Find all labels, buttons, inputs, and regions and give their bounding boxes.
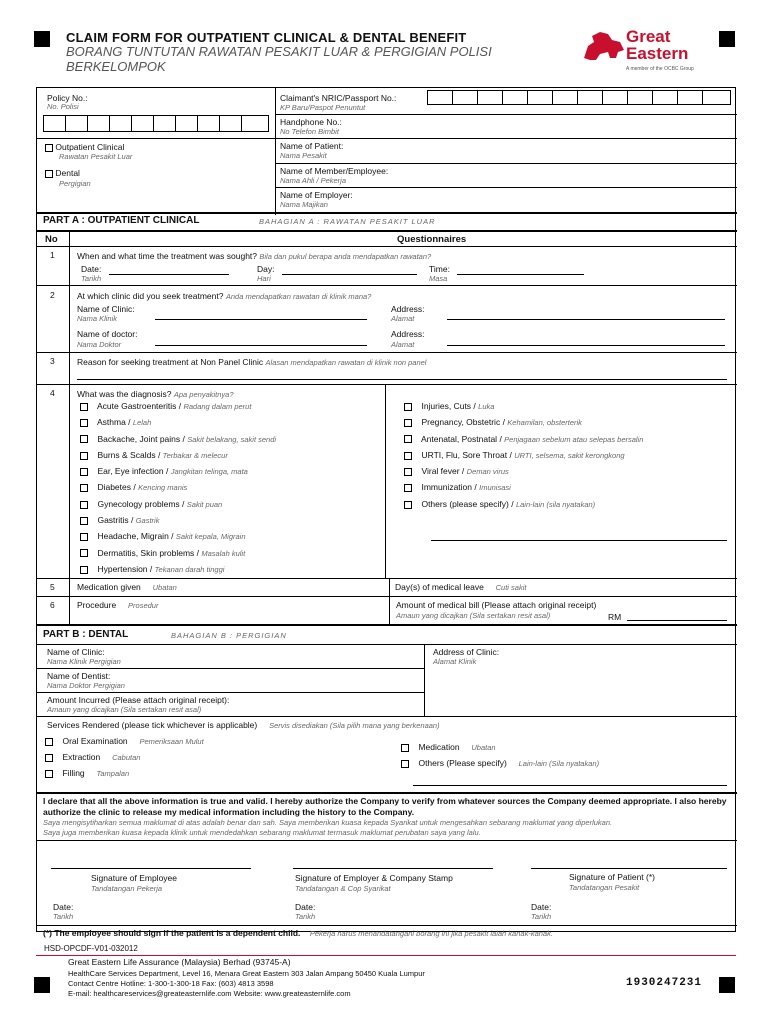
col-no: No: [45, 234, 58, 245]
patient-signature-line[interactable]: [531, 868, 727, 869]
part-b-title: PART B : DENTAL: [43, 629, 129, 640]
dental-checkbox-row[interactable]: Dental: [45, 168, 80, 178]
registration-mark-tr: [719, 31, 735, 47]
q4-text: What was the diagnosis? Apa penyakitnya?: [77, 389, 234, 399]
diagnosis-item[interactable]: Gynecology problems / Sakit puan: [80, 499, 276, 515]
footer-divider: [36, 955, 736, 956]
diagnosis-item[interactable]: Pregnancy, Obstetric / Kehamilan, obsterterik: [404, 417, 643, 433]
outpatient-checkbox-row[interactable]: Outpatient Clinical: [45, 142, 124, 152]
procedure-label: Procedure Prosedur: [77, 600, 159, 610]
diagnosis-item[interactable]: Hypertension / Tekanan darah tinggi: [80, 564, 276, 580]
patient-label: Name of Patient:: [280, 141, 344, 151]
lion-icon: [582, 28, 626, 64]
bill-amount-field[interactable]: [627, 620, 727, 621]
logo-text: Great Eastern: [626, 27, 689, 63]
other-diagnosis-field[interactable]: [431, 540, 727, 541]
diagnosis-item[interactable]: Acute Gastroenteritis / Radang dalam perut: [80, 401, 276, 417]
bill-label: Amount of medical bill (Please attach original receipt): [396, 600, 597, 610]
time-field[interactable]: [457, 274, 584, 275]
outpatient-checkbox[interactable]: [45, 144, 53, 152]
phone-label: Handphone No.:: [280, 117, 342, 127]
diagnosis-item[interactable]: Gastritis / Gastrik: [80, 515, 276, 531]
form-title: CLAIM FORM FOR OUTPATIENT CLINICAL & DENTAL BENEFIT: [66, 30, 467, 45]
diagnosis-item[interactable]: Others (please specify) / Lain-lain (sila nyatakan): [404, 499, 643, 515]
company-logo: [582, 28, 712, 76]
other-service-field[interactable]: [413, 785, 727, 786]
company-address: HealthCare Services Department, Level 16, Menara Great Eastern 303 Jalan Ampang 50450 Kuala Lumpur: [68, 969, 425, 978]
date-field[interactable]: [109, 274, 229, 275]
extraction-option[interactable]: Extraction Cabutan: [45, 752, 140, 762]
q2-text: At which clinic did you seek treatment? Anda mendapatkan rawatan di klinik mana?: [77, 291, 372, 301]
part-a-title: PART A : OUTPATIENT CLINICAL: [43, 215, 200, 226]
diagnosis-list-left: [80, 401, 276, 580]
declaration-text: I declare that all the above information is true and valid. I hereby authorize the Company to verify from whatever sources the Company deemed appropriate. I also hereby authorize the clinic to release my medical information including the history to the Company.: [43, 796, 727, 817]
diagnosis-item[interactable]: Immunization / Imunisasi: [404, 482, 643, 498]
col-questionnaires: Questionnaires: [397, 234, 467, 245]
employer-label: Name of Employer:: [280, 190, 353, 200]
diagnosis-list-right: [404, 401, 643, 515]
medication-option[interactable]: Medication Ubatan: [401, 742, 496, 752]
form-code: HSD-OPCDF-V01-032012: [44, 944, 138, 953]
diagnosis-item[interactable]: Diabetes / Kencing manis: [80, 482, 276, 498]
registration-mark-tl: [34, 31, 50, 47]
policy-no-field[interactable]: [43, 115, 269, 132]
oral-exam-option[interactable]: Oral Examination Pemeriksaan Mulut: [45, 736, 204, 746]
filling-option[interactable]: Filling Tampalan: [45, 768, 129, 778]
diagnosis-item[interactable]: Viral fever / Deman virus: [404, 466, 643, 482]
reason-field[interactable]: [77, 379, 727, 380]
q3-text: Reason for seeking treatment at Non Panel Clinic Alasan mendapatkan rawatan di klinik non panel: [77, 357, 427, 367]
nric-field[interactable]: [427, 90, 731, 105]
clinic-name-field[interactable]: [155, 319, 367, 320]
doctor-address-field[interactable]: [447, 345, 725, 346]
diagnosis-item[interactable]: Antenatal, Postnatal / Penjagaan sebelum atau selepas bersalin: [404, 434, 643, 450]
q1-text: When and what time the treatment was sought? Bila dan pukul berapa anda mendapatkan rawatan?: [77, 251, 432, 261]
company-contact: Contact Centre Hotline: 1-300-1-300-18 Fax: (603) 4813 3598: [68, 979, 274, 988]
day-field[interactable]: [282, 274, 417, 275]
barcode-number: 1930247231: [626, 977, 703, 989]
member-label: Name of Member/Employee:: [280, 166, 389, 176]
services-label: Services Rendered (please tick whichever is applicable) Servis disediakan (Sila pilih mana yang berkenaan): [47, 720, 440, 730]
dental-checkbox[interactable]: [45, 170, 53, 178]
others-option[interactable]: Others (Please specify) Lain-lain (Sila nyatakan): [401, 758, 599, 768]
registration-mark-bl: [34, 977, 50, 993]
clinic-address-field[interactable]: [447, 319, 725, 320]
diagnosis-item[interactable]: Burns & Scalds / Terbakar & melecur: [80, 450, 276, 466]
policy-no-label: Policy No.:: [47, 93, 88, 103]
claim-form: Policy No.: No. Polisi Claimant's NRIC/Passport No.: KP Baru/Paspot Penuntut Handphone No.: No Telefon Bimbit Outpatient Clinical Rawatan Pesakit Luar Name of Patient: Nama Pesakit Dental Pergigian Name of Member/Employee: Nama Ahli / Pekerja Name of Employer: Nama Majikan PART A : OUTPATIENT CLINICAL BAHAGIAN A : RAWATAN PESAKIT LUAR No Questionnaires 1 When and what time the treatment was sought? Bila dan pukul berapa anda mendapatkan rawatan? Date: Tarikh Day: Hari Time: Masa 2 At which clinic did you seek treatment? Anda mendapatkan rawatan di klinik mana? Name of Clinic: Nama Klinik Address: Alamat Name of doctor: Nama Doktor Address: Alamat 3 Reason for seeking treatment at Non Panel Clinic Alasan mendapatkan rawatan di klinik non panel 4 What was the diagnosis? Apa penyakitnya? Acute Gastroenteritis / Radang dalam perut Asthma / Lelah Backache, Joint pains / Sakit belakang, sakit sendi Burns & Scalds / Terbakar & melecur Ear, Eye infection / Jangkitan telinga, mata Diabetes / Kencing manis Gynecology problems / Sakit puan Gastritis / Gastrik Headache, Migrain / Sakit kepala, Migrain Dermatitis, Skin problems / Masalah kulit Hypertension / Tekanan darah tinggi Injuries, Cuts / Luka Pregnancy, Obstetric / Kehamilan, obsterterik Antenatal, Postnatal / Penjagaan sebelum atau selepas bersalin URTI, Flu, Sore Throat / URTI, selsema, sakit kerongkong Viral fever / Deman virus Immunization / Imunisasi Others (please specify) / Lain-lain (sila nyatakan) 5 Medication given Ubatan Day(s) of medical leave Cuti sakit 6 Procedure Prosedur Amount of medical bill (Please attach original receipt) Amaun yang dicajkan (Sila sertakan resit asal) RM PART B : DENTAL BAHAGIAN B : PERGIGIAN Name of Clinic: Nama Klinik Pergigian Address of Clinic: Alamat Klinik Name of Dentist: Nama Doktor Pergigian Amount Incurred (Please attach original receipt): Amaun yang dicajkan (Sila sertakan resit asal) Services Rendered (please tick whichever is applicable) Servis disediakan (Sila pilih mana yang berkenaan) Oral Examination Pemeriksaan Mulut Extraction Cabutan Filling Tampalan Medication Ubatan Others (Please specify) Lain-lain (Sila nyatakan) I declare that all the above information is true and valid. I hereby authorize the Company to verify from whatever sources the Company deemed appropriate. I also hereby authorize the clinic to release my medical information including the history to the Company. Saya mengisytiharkan semua maklumat di atas adalah benar dan sah. Saya memberikan kuasa kepada Syarikat untuk mengesahkan sebarang maklumat yang diperlukan. Saya juga memberikan kuasa kepada klinik untuk mendedahkan sebarang maklumat termasuk maklumat perubatan saya yang lalu. Signature of Employee Tandatangan Pekerja Signature of Employer & Company Stamp Tandatangan & Cop Syarikat Signature of Patient (*) Tandatangan Pesakit Date: Tarikh Date: Tarikh Date: Tarikh (*) The employee should sign if the patient is a dependent child. Pekerja harus menandatangani borang ini jika pesakit ialah kanak-kanak.: [36, 87, 736, 932]
logo-tagline: A member of the OCBC Group: [626, 66, 694, 72]
nric-label: Claimant's NRIC/Passport No.:: [280, 93, 397, 103]
diagnosis-item[interactable]: Asthma / Lelah: [80, 417, 276, 433]
employer-signature-line[interactable]: [293, 868, 493, 869]
medication-label: Medication given Ubatan: [77, 582, 177, 592]
company-email: E-mail: healthcareservices@greateasternlife.com Website: www.greateasternlife.com: [68, 989, 351, 998]
company-name: Great Eastern Life Assurance (Malaysia) Berhad (93745-A): [68, 957, 291, 967]
doctor-name-field[interactable]: [155, 345, 367, 346]
diagnosis-item[interactable]: Injuries, Cuts / Luka: [404, 401, 643, 417]
registration-mark-br: [719, 977, 735, 993]
employee-signature-line[interactable]: [51, 868, 251, 869]
diagnosis-item[interactable]: Headache, Migrain / Sakit kepala, Migrain: [80, 531, 276, 547]
diagnosis-item[interactable]: Ear, Eye infection / Jangkitan telinga, mata: [80, 466, 276, 482]
diagnosis-item[interactable]: URTI, Flu, Sore Throat / URTI, selsema, sakit kerongkong: [404, 450, 643, 466]
medical-leave-label: Day(s) of medical leave Cuti sakit: [395, 582, 527, 592]
dependent-note: (*) The employee should sign if the patient is a dependent child. Pekerja harus menandatangani borang ini jika pesakit ialah kanak-kanak.: [43, 928, 553, 938]
form-subtitle: BORANG TUNTUTAN RAWATAN PESAKIT LUAR & PERGIGIAN POLISI BERKELOMPOK: [66, 44, 492, 74]
diagnosis-item[interactable]: Backache, Joint pains / Sakit belakang, sakit sendi: [80, 434, 276, 450]
diagnosis-item[interactable]: Dermatitis, Skin problems / Masalah kulit: [80, 548, 276, 564]
